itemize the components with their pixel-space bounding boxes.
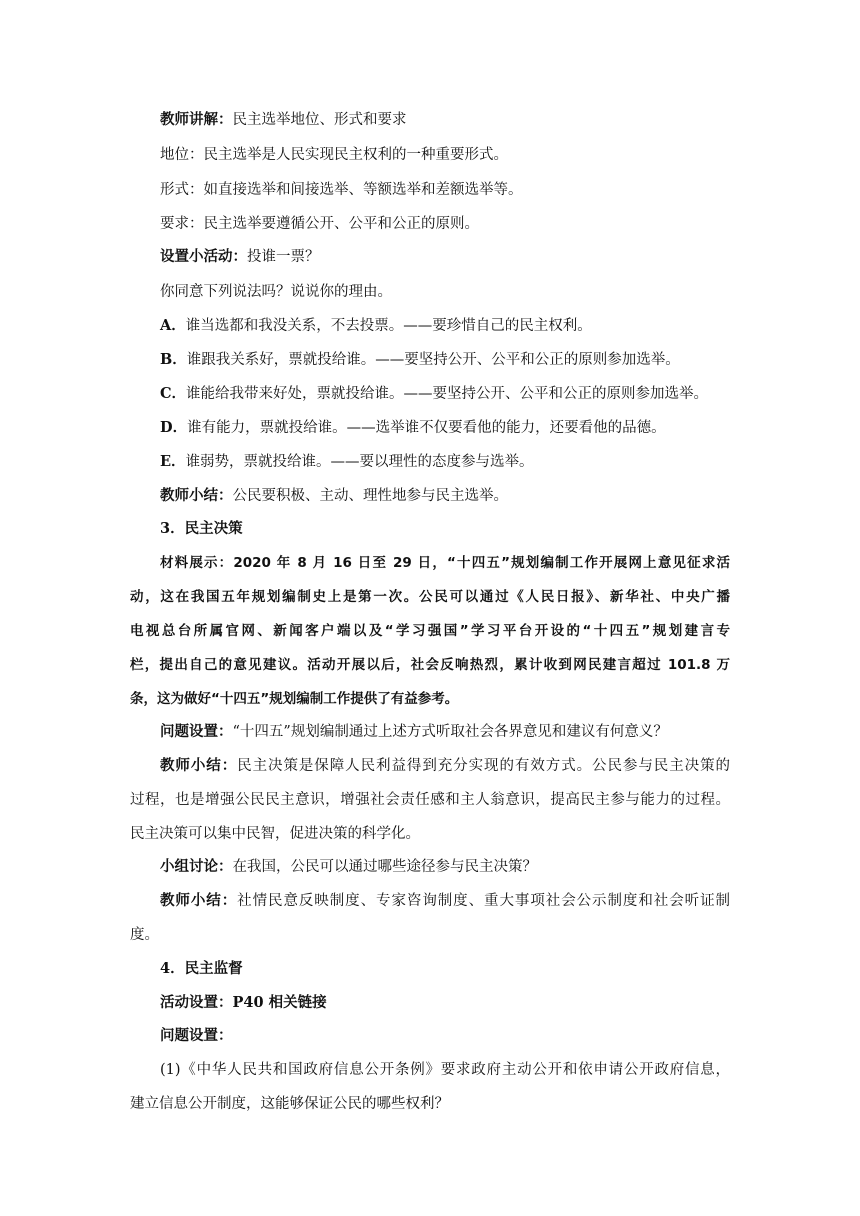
option-b: B．谁跟我关系好，票就投给谁。——要坚持公开、公平和公正的原则参加选举。	[160, 351, 680, 368]
activity-line: 设置小活动：投谁一票？	[160, 248, 320, 265]
position-line: 地位：民主选举是人民实现民主权利的一种重要形式。	[160, 147, 508, 163]
option-e: E．谁弱势，票就投给谁。——要以理性的态度参与选举。	[160, 453, 534, 470]
question-line: 你同意下列说法吗？说说你的理由。	[160, 284, 392, 300]
question-2-line-1: (1)《中华人民共和国政府信息公开条例》要求政府主动公开和依申请公开政府信息，	[160, 1062, 730, 1078]
material-line-5: 条，这为做好“十四五”规划编制工作提供了有益参考。	[130, 691, 459, 707]
activity-setting: 活动设置：P40 相关链接	[160, 994, 327, 1011]
section-3-heading: 3．民主决策	[160, 520, 243, 537]
material-line-2: 动，这在我国五年规划编制史上是第一次。公民可以通过《人民日报》、新华社、中央广播	[130, 589, 730, 605]
section-4-heading: 4．民主监督	[160, 960, 243, 977]
material-line-4: 栏，提出自己的意见建议。活动开展以后，社会反响热烈，累计收到网民建言超过 101.8 万	[130, 657, 730, 673]
form-line: 形式：如直接选举和间接选举、等额选举和差额选举等。	[160, 182, 523, 198]
teacher-summary-2-line-3: 民主决策可以集中民智，促进决策的科学化。	[130, 826, 420, 842]
group-discussion: 小组讨论：在我国，公民可以通过哪些途径参与民主决策？	[160, 858, 537, 875]
teacher-explain-line: 教师讲解：民主选举地位、形式和要求	[160, 111, 407, 128]
question-2-line-2: 建立信息公开制度，这能够保证公民的哪些权利？	[130, 1096, 449, 1112]
option-c: C．谁能给我带来好处，票就投给谁。——要坚持公开、公平和公正的原则参加选举。	[160, 385, 709, 402]
teacher-summary-2-line-2: 过程，也是增强公民民主意识，增强社会责任感和主人翁意识，提高民主参与能力的过程。	[130, 792, 730, 808]
question-setting-1: 问题设置：“十四五”规划编制通过上述方式听取社会各界意见和建议有何意义？	[160, 723, 668, 740]
teacher-summary-2-line-1: 教师小结：民主决策是保障人民利益得到充分实现的有效方式。公民参与民主决策的	[160, 757, 731, 774]
option-d: D．谁有能力，票就投给谁。——选举谁不仅要看他的能力，还要看他的品德。	[160, 419, 666, 436]
teacher-summary-1: 教师小结：公民要积极、主动、理性地参与民主选举。	[160, 487, 508, 504]
requirement-line: 要求：民主选举要遵循公开、公平和公正的原则。	[160, 216, 479, 232]
teacher-summary-3-line-1: 教师小结：社情民意反映制度、专家咨询制度、重大事项社会公示制度和社会听证制	[160, 892, 731, 909]
teacher-summary-3-line-2: 度。	[130, 927, 159, 943]
question-setting-2: 问题设置：	[160, 1027, 233, 1044]
material-line-1: 材料展示：2020 年 8 月 16 日至 29 日，“十四五”规划编制工作开展网上意见征求活	[160, 555, 730, 571]
option-a: A．谁当选都和我没关系，不去投票。——要珍惜自己的民主权利。	[160, 317, 592, 334]
material-line-3: 电视总台所属官网、新闻客户端以及“学习强国”学习平台开设的“十四五”规划建言专	[130, 623, 730, 639]
